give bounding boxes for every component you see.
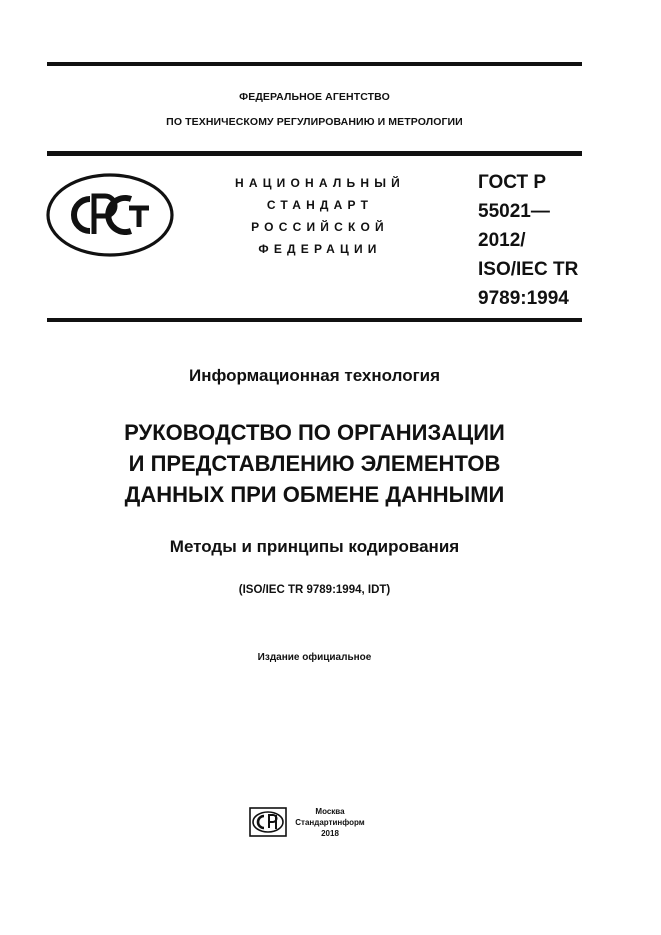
edition-note: Издание официальное [257,652,372,663]
iso-reference: (ISO/IEC TR 9789:1994, IDT) [238,584,391,596]
national-line-4: ФЕДЕРАЦИИ [258,242,382,256]
standard-designation [478,168,578,313]
title-line-3: ДАННЫХ ПРИ ОБМЕНЕ ДАННЫМИ [124,482,505,507]
designation-line-3: 2012/ [478,230,526,251]
title-line-2: И ПРЕДСТАВЛЕНИЮ ЭЛЕМЕНТОВ [128,451,501,476]
national-standard-block [220,172,420,260]
national-line-3: РОССИЙСКОЙ [251,220,389,234]
agency-line-1: ФЕДЕРАЛЬНОЕ АГЕНТСТВО [239,91,390,103]
document-part-title: Методы и принципы кодирования [169,537,460,556]
designation-line-2: 55021— [478,201,550,222]
designation-line-4: ISO/IEC TR [478,259,579,280]
agency-line-2: ПО ТЕХНИЧЕСКОМУ РЕГУЛИРОВАНИЮ И МЕТРОЛОГИИ [166,116,463,128]
publisher-block [290,806,370,839]
title-line-1: РУКОВОДСТВО ПО ОРГАНИЗАЦИИ [124,420,505,445]
document-subtitle: Информационная технология [188,366,441,385]
document-title [47,417,582,510]
logo-text: РСТ [45,172,47,173]
designation-line-1: ГОСТ Р [478,172,547,193]
national-line-1: НАЦИОНАЛЬНЫЙ [234,176,406,190]
top-rule [47,62,582,66]
publisher-name: Стандартинформ [295,818,365,827]
gost-r-logo-icon [45,172,175,258]
publisher-year: 2018 [321,829,339,838]
publisher-city: Москва [315,807,345,816]
header-bottom-rule [47,318,582,322]
designation-line-5: 9789:1994 [478,288,569,309]
national-line-2: СТАНДАРТ [266,198,374,212]
publisher-logo-icon [249,807,287,837]
header-rule [47,151,582,156]
